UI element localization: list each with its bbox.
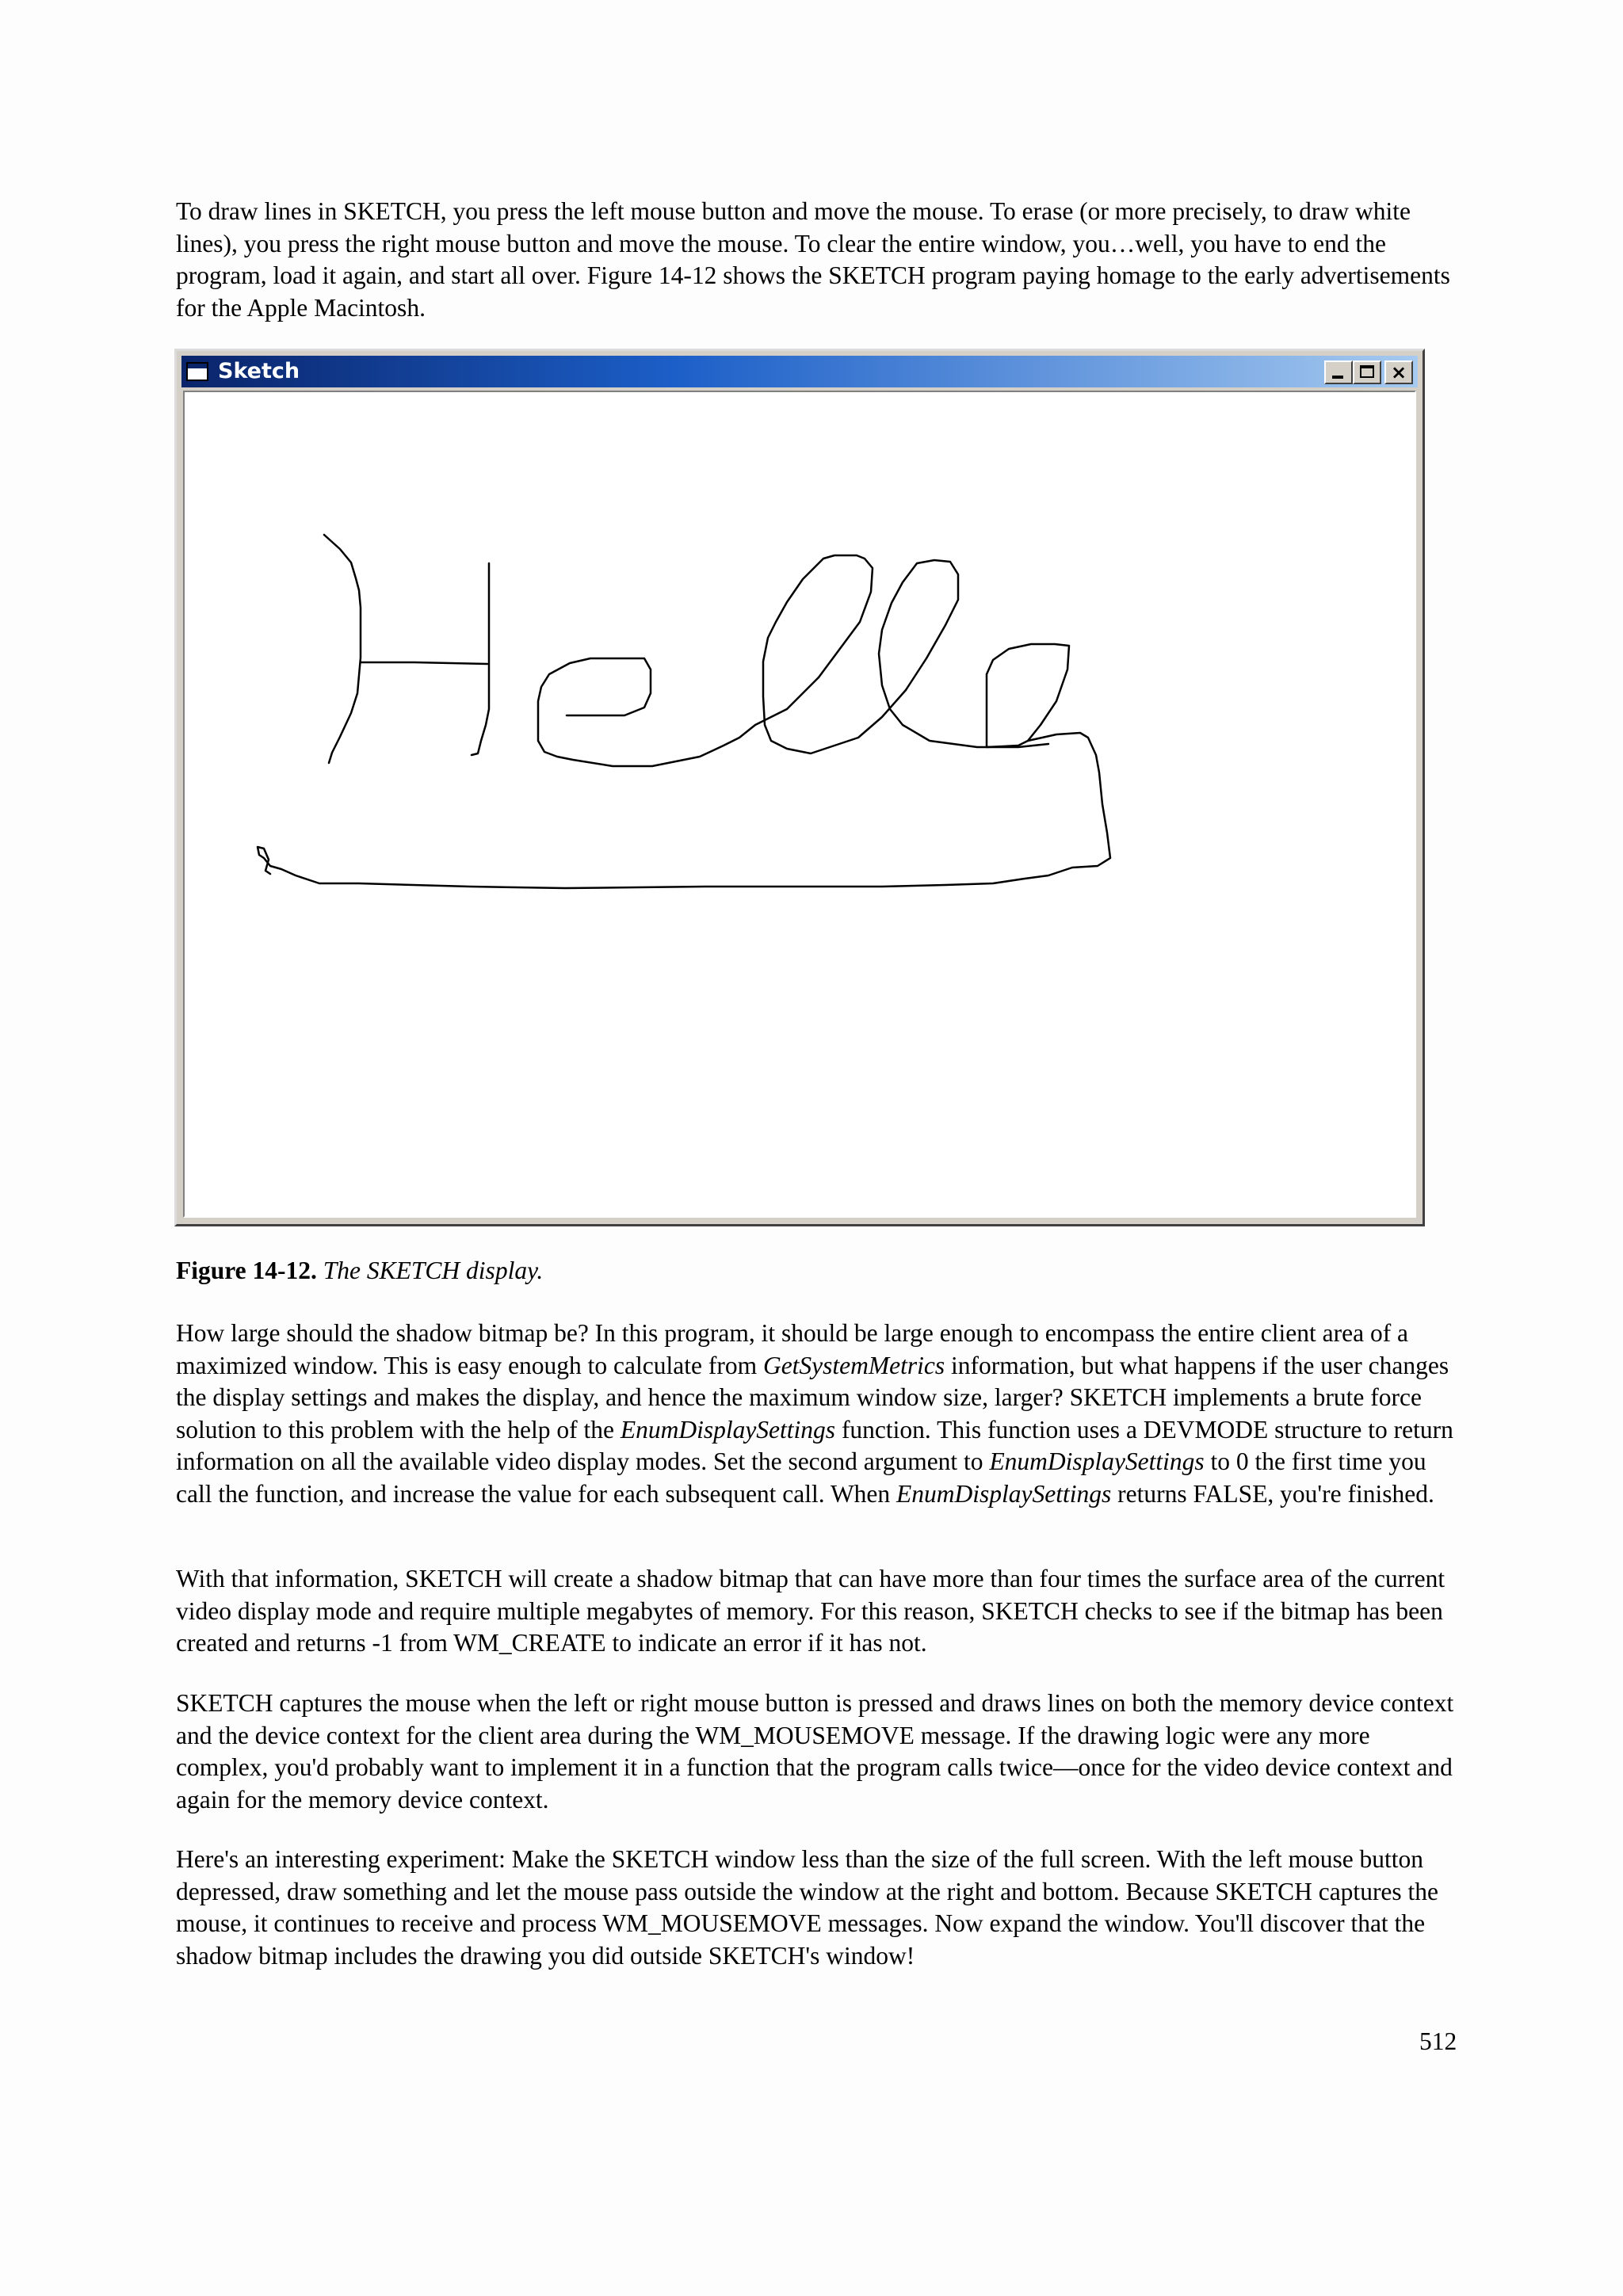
drawing-canvas[interactable] <box>183 391 1416 1218</box>
p2-text-c: information, but what happens if the user changes the display settings and makes the display, and hence the maximum window size, larger? SKETCH implements a brute force solution to this problem with the help of the <box>176 1351 1449 1444</box>
title-bar[interactable] <box>181 356 1418 387</box>
capture-paragraph: SKETCH captures the mouse when the left or right mouse button is pressed and draws lines on both the memory device context and the device context for the client area during the WM_MOUSEMOVE message. If the drawing logic were any more complex, you'd probably want to implement it in a function that the program calls twice—once for the video device context and again for the memory device context. <box>176 1689 1454 1814</box>
figure-caption <box>176 1255 543 1287</box>
window-icon[interactable] <box>186 362 208 381</box>
caption-label: Figure 14-12. <box>176 1257 317 1284</box>
letter-l-second <box>879 560 1048 747</box>
minimize-button[interactable] <box>1324 360 1353 384</box>
maximize-icon <box>1360 365 1374 378</box>
p2-text-e: function. This function uses a DEVMODE structure to return information on all the available video display modes. Set the second argument to <box>176 1415 1453 1475</box>
experiment-paragraph: Here's an interesting experiment: Make the SKETCH window less than the size of the full screen. With the left mouse button depressed, draw something and let the mouse pass outside the window at the right and bottom. Because SKETCH captures the mouse, it continues to receive and process WM_MOUSEMOVE messages. Now expand the window. You'll discover that the shadow bitmap includes the drawing you did outside SKETCH's window! <box>176 1845 1439 1970</box>
p2-text-i: returns FALSE, you're finished. <box>1111 1479 1434 1508</box>
letter-e <box>538 658 819 766</box>
letter-o <box>987 644 1069 747</box>
letter-h-left-stroke <box>324 535 361 763</box>
close-button[interactable]: × <box>1384 360 1413 384</box>
p2-fn-enumdisplaysettings-2: EnumDisplaySettings <box>989 1447 1205 1475</box>
shadow-bitmap-paragraph <box>176 1318 1460 1510</box>
maximize-button[interactable] <box>1353 360 1381 384</box>
p2-text-g: to 0 the first time you call the function, and increase the value for each subsequent call. When <box>176 1447 1426 1508</box>
underline-swoosh <box>258 733 1110 888</box>
p2-fn-enumdisplaysettings-3: EnumDisplaySettings <box>896 1479 1112 1508</box>
caption-text: The SKETCH display. <box>323 1257 544 1284</box>
minimize-icon <box>1332 376 1343 379</box>
window-title: Sketch <box>218 359 300 383</box>
sketch-window[interactable] <box>174 349 1425 1226</box>
page-number: 512 <box>1419 2027 1457 2055</box>
memory-paragraph: With that information, SKETCH will create a shadow bitmap that can have more than four times the surface area of the current video display mode and require multiple megabytes of memory. For this reason, SKETCH checks to see if the bitmap has been created and returns -1 from WM_CREATE to indicate an error if it has not. <box>176 1565 1445 1657</box>
p2-fn-enumdisplaysettings-1: EnumDisplaySettings <box>620 1415 836 1444</box>
intro-paragraph: To draw lines in SKETCH, you press the left mouse button and move the mouse. To erase (or more precisely, to draw white lines), you press the right mouse button and move the mouse. To clear the entire window, you…well, you have to end the program, load it again, and start all over. Figure 14-12 shows the SKETCH program paying homage to the early advertisements for the Apple Macintosh. <box>176 197 1450 322</box>
letter-h-crossbar <box>361 662 487 664</box>
letter-h-right-stroke <box>472 563 489 755</box>
p2-fn-getsystemmetrics: GetSystemMetrics <box>762 1351 945 1379</box>
hello-drawing <box>185 392 1418 1219</box>
p2-text-a: How large should the shadow bitmap be? In this program, it should be large enough to encompass the entire client area of a maximized window. This is easy enough to calculate from <box>176 1319 1409 1379</box>
letter-l-first <box>763 555 906 753</box>
